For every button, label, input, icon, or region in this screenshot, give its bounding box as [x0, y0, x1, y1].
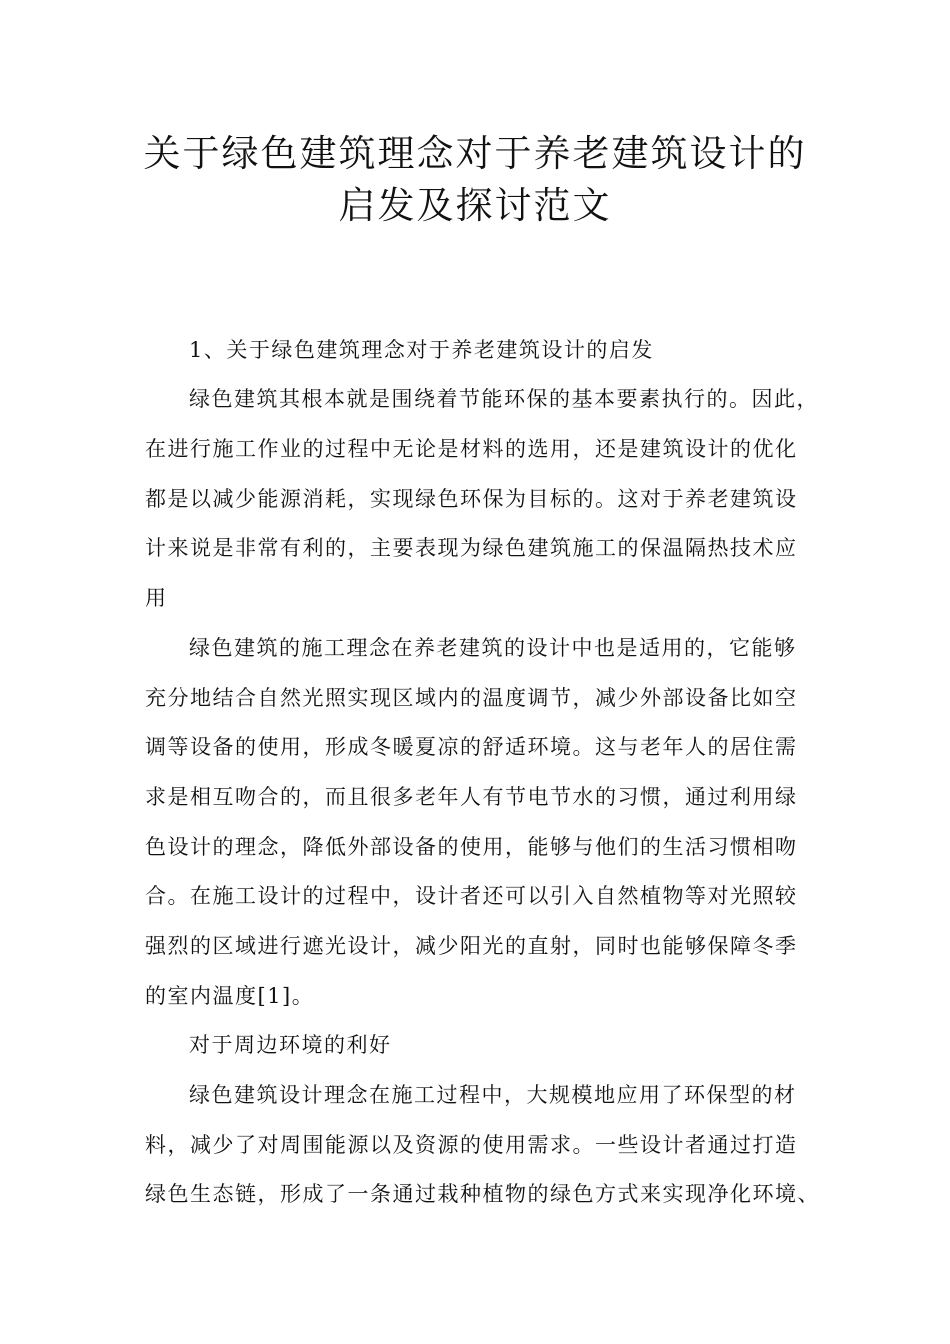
- paragraph-3-line: 料，减少了对周围能源以及资源的使用需求。一些设计者通过打造: [145, 1133, 798, 1157]
- document-title-line-1: 关于绿色建筑理念对于养老建筑设计的: [143, 132, 807, 175]
- paragraph-1-line: 在进行施工作业的过程中无论是材料的选用，还是建筑设计的优化: [145, 437, 798, 461]
- paragraph-3-line: 绿色生态链，形成了一条通过栽种植物的绿色方式来实现净化环境、: [145, 1182, 820, 1206]
- paragraph-2-line: 绿色建筑的施工理念在养老建筑的设计中也是适用的，它能够: [189, 636, 797, 660]
- paragraph-2-line: 充分地结合自然光照实现区域内的温度调节，减少外部设备比如空: [145, 686, 798, 710]
- paragraph-1-line: 用: [145, 586, 168, 610]
- paragraph-2-line: 的室内温度[1]。: [145, 984, 315, 1008]
- paragraph-1-line: 都是以减少能源消耗，实现绿色环保为目标的。这对于养老建筑设: [145, 487, 798, 511]
- paragraph-1-line: 绿色建筑其根本就是围绕着节能环保的基本要素执行的。因此，: [189, 387, 819, 411]
- paragraph-1-line: 计来说是非常有利的，主要表现为绿色建筑施工的保温隔热技术应: [145, 536, 798, 560]
- document-title-line-2: 启发及探讨范文: [338, 184, 612, 227]
- paragraph-3-line: 绿色建筑设计理念在施工过程中，大规模地应用了环保型的材: [189, 1083, 797, 1107]
- paragraph-2-line: 强烈的区域进行遮光设计，减少阳光的直射，同时也能够保障冬季: [145, 934, 798, 958]
- section-heading-2: 对于周边环境的利好: [189, 1033, 392, 1057]
- section-heading-1: 1、关于绿色建筑理念对于养老建筑设计的启发: [189, 338, 654, 362]
- paragraph-2-line: 调等设备的使用，形成冬暖夏凉的舒适环境。这与老年人的居住需: [145, 735, 798, 759]
- paragraph-2-line: 求是相互吻合的，而且很多老年人有节电节水的习惯，通过利用绿: [145, 785, 798, 809]
- paragraph-2-line: 色设计的理念，降低外部设备的使用，能够与他们的生活习惯相吻: [145, 835, 798, 859]
- paragraph-2-line: 合。在施工设计的过程中，设计者还可以引入自然植物等对光照较: [145, 884, 798, 908]
